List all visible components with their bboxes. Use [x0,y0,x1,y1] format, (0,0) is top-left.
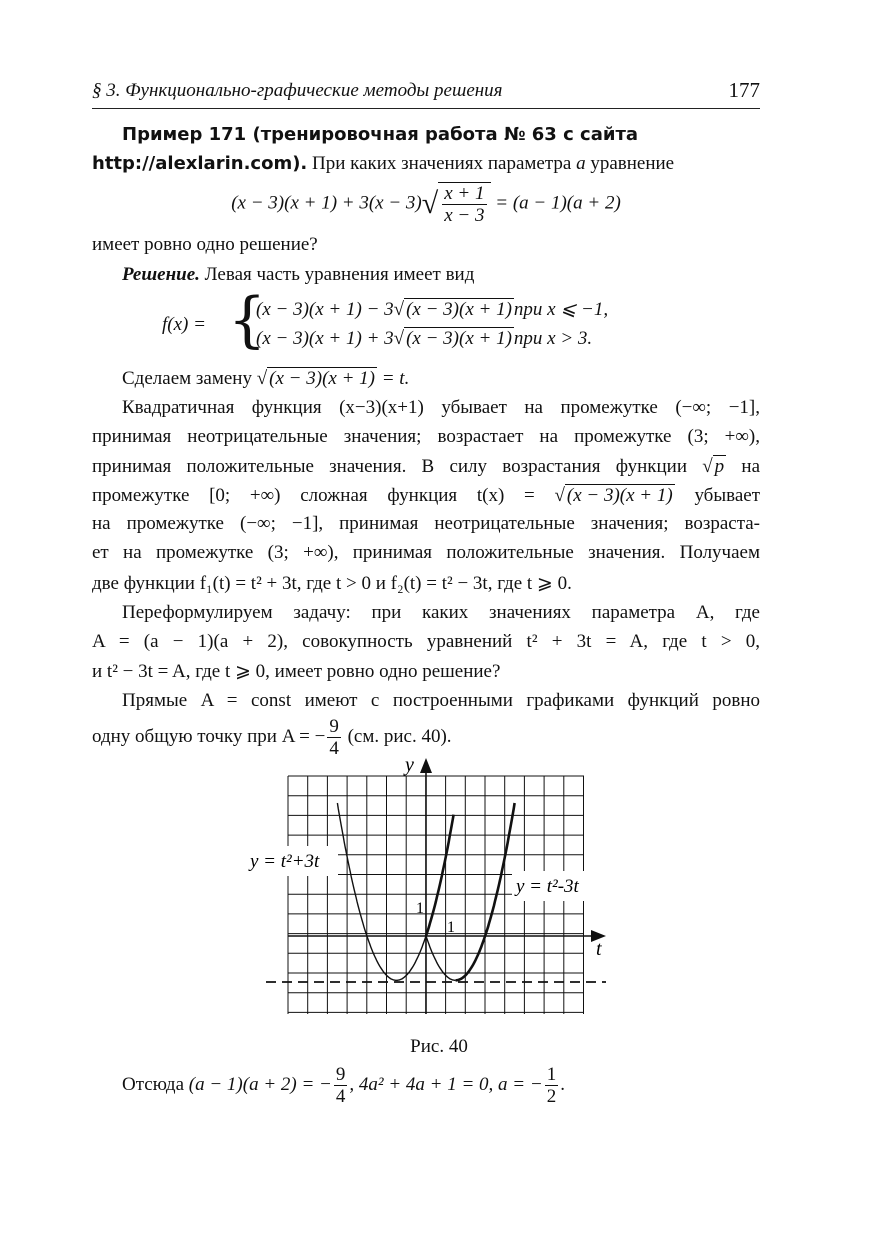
piecewise-case2: (x − 3)(x + 1) + 3√ (x − 3)(x + 1) при x > 3. [256,328,593,349]
p1-line1: Квадратичная функция (x−3)(x+1) убывает на промежутке (−∞; −1], [122,397,760,418]
p1-l4a: промежутке [0; +∞) сложная функция t(x) = [92,485,535,506]
frac-den: x − 3 [444,205,485,226]
p1-line7: две функции f₁(t) = t² + 3t, где t > 0 и f₂(t) = t² − 3t, где t ⩾ 0. [92,573,572,594]
conclusion-frac2 [545,1064,559,1107]
p2-line3: и t² − 3t = A, где t ⩾ 0, имеет ровно одно решение? [92,661,501,682]
question-text: При каких значениях параметра [312,153,572,174]
tick-1-x: 1 [447,919,455,936]
p3-frac-den: 4 [329,738,339,759]
question-var: a [576,153,586,174]
conclusion-frac1 [334,1064,348,1107]
frac-num: x + 1 [444,183,485,204]
conclusion-start: Отсюда [122,1073,185,1095]
p1-line3: принимая положительные значения. В силу возрастания функции √ p на [92,456,761,477]
main-equation: (x − 3)(x + 1) + 3(x − 3)√ $\frac{x + 1}{x - 3}$ = (a − 1)(a + 2) [231,183,621,226]
p1-line6: ет на промежутке (3; +∞), принимая положительные значения. Получаем [92,542,760,563]
sub-end: = t. [381,368,410,389]
question-end: уравнение [590,153,675,174]
conclusion-expr1: (a − 1)(a + 2) = − [188,1073,332,1095]
page-number: 177 [728,78,760,102]
case2-sqrt: (x − 3)(x + 1) [406,328,512,349]
sub-sqrt: (x − 3)(x + 1) [269,368,375,389]
piecewise-case1: (x − 3)(x + 1) − 3√ (x − 3)(x + 1) при x ⩽ −1, [256,299,609,320]
axis-y-label: y [405,754,414,776]
p1-line5: на промежутке (−∞; −1], принимая неотрицательные значения; возраста- [92,513,760,534]
c-frac1-num: 9 [335,1064,346,1085]
p1-l3a: принимая положительные значения. В силу возрастания функции [92,456,687,477]
p3-line1: Прямые A = const имеют с построенными графиками функций ровно [122,690,760,711]
equation-left: (x − 3)(x + 1) + 3(x − 3) [231,192,422,214]
c-frac2-num: 1 [546,1064,557,1085]
sub-text: Сделаем замену [122,368,252,389]
p1-l3b: на [741,456,761,477]
p1-l4-sqrt: (x − 3)(x + 1) [566,485,673,506]
p2-line2: A = (a − 1)(a + 2), совокупность уравнений t² + 3t = A, где t > 0, [92,631,760,652]
y-axis-arrow [420,758,432,773]
p3-frac-num: 9 [329,716,339,737]
curve-t2-plus-3t-bold [426,815,454,936]
conclusion-end: . [560,1073,565,1095]
c-frac2-den: 2 [546,1086,557,1107]
example-title: Пример 171 (тренировочная работа № 63 с сайта [122,124,639,145]
solution-intro-text: Левая часть уравнения имеет вид [204,264,475,285]
substitution-line: Сделаем замену √ (x − 3)(x + 1) = t. [122,368,410,389]
solution-label: Решение. [122,264,200,285]
left-brace: { [228,285,267,355]
conclusion-line [122,1064,762,1107]
p2-line1: Переформулируем задачу: при каких значениях параметра A, где [122,602,760,623]
conclusion-expr2: , 4a² + 4a + 1 = 0, a = − [349,1073,543,1095]
equation-right: = (a − 1)(a + 2) [495,192,621,214]
p3-l2a: одну общую точку при A = − [92,725,326,747]
figure-caption: Рис. 40 [410,1036,468,1057]
case1-cond: при x ⩽ −1, [513,299,609,320]
p1-l4b: убывает [694,485,761,506]
c-frac1-den: 4 [335,1086,346,1107]
curve-t2-minus-3t [426,936,456,980]
section-title: § 3. Функционально-графические методы решения [92,80,503,101]
p3-l2b: (см. рис. 40). [347,725,452,747]
tick-1-y: 1 [416,900,424,917]
p1-l3-sqrt: p [714,456,725,477]
case1-left: (x − 3)(x + 1) − 3 [256,299,394,320]
p1-line2: принимая неотрицательные значения; возрастает на промежутке (3; +∞), [92,426,760,447]
case2-left: (x − 3)(x + 1) + 3 [256,328,394,349]
label-left: y = t²+3t [250,851,320,872]
case2-cond: при x > 3. [513,328,593,349]
p1-line4: промежутке [0; +∞) сложная функция t(x) = √ (x − 3)(x + 1) убывает [92,485,761,506]
axis-t-label: t [596,938,602,960]
after-equation: имеет ровно одно решение? [92,234,318,255]
f-label: f(x) = [162,314,206,335]
label-right: y = t²-3t [516,876,579,897]
case1-sqrt: (x − 3)(x + 1) [406,299,512,320]
example-source-link: http://alexlarin.com). [92,153,308,174]
